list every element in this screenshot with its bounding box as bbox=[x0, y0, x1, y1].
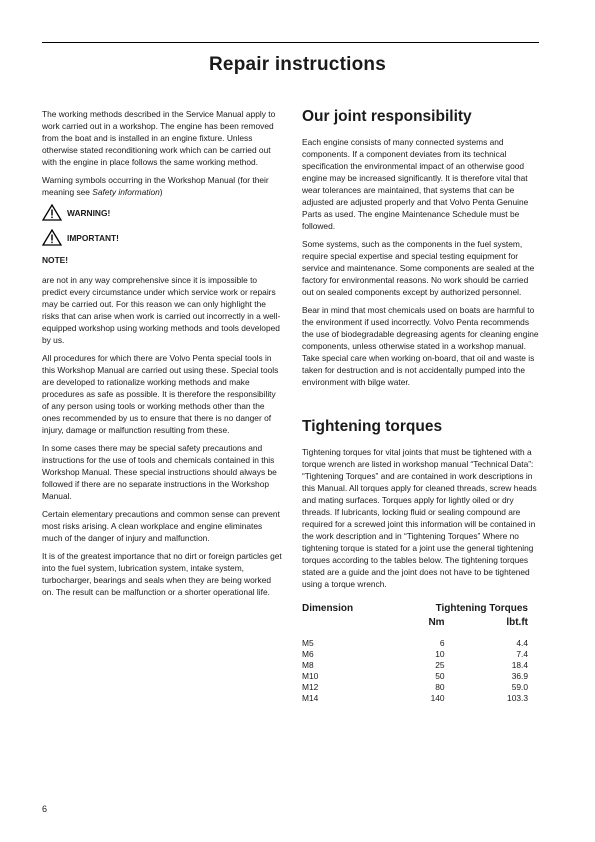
warning-row bbox=[42, 204, 282, 221]
torque-table bbox=[302, 602, 528, 704]
left-paragraph: Certain elementary precautions and common sense can prevent most risks arising. A clean workplace and engine eliminates much of the danger of injury and malfunction. bbox=[42, 509, 280, 543]
safety-information-ref: Safety information bbox=[92, 187, 160, 197]
unit-lbft-header: lbt.ft bbox=[506, 617, 528, 628]
lbft-cell: 103.3 bbox=[507, 693, 528, 703]
warning-symbols-text: Warning symbols occurring in the Workshop Manual (for their meaning see bbox=[42, 175, 269, 197]
important-row bbox=[42, 229, 282, 246]
warning-symbols-paragraph bbox=[42, 174, 282, 198]
lbft-cell: 7.4 bbox=[516, 649, 528, 659]
warning-label: WARNING! bbox=[67, 207, 111, 218]
dimension-cell: M8 bbox=[302, 660, 314, 670]
left-paragraph: In some cases there may be special safety precautions and instructions for the use of tools and chemicals contained in this Workshop Manual. These special instructions should always be followed if there are no separate instructions in the Workshop Manual. bbox=[42, 443, 277, 501]
right-paragraph: Each engine consists of many connected systems and components. If a component deviates from its technical specification the environmental impact of an otherwise good engine may be increased significantly. It is therefore vital that wear tolerances are maintained, that systems that can be adjusted are adjusted properly and that Volvo Penta Genuine Parts as used. The engine Maintenance Schedule must be followed. bbox=[302, 137, 529, 231]
warning-triangle-icon bbox=[42, 204, 62, 221]
nm-cell: 6 bbox=[439, 638, 445, 648]
lbft-cell: 59.0 bbox=[511, 682, 528, 692]
table-row bbox=[302, 638, 528, 649]
warning-symbols-end: ) bbox=[159, 187, 163, 197]
lbft-cell: 36.9 bbox=[511, 671, 528, 681]
nm-cell: 10 bbox=[435, 649, 445, 659]
page-title: Repair instructions bbox=[209, 54, 386, 75]
table-row bbox=[302, 649, 528, 660]
right-paragraph: Bear in mind that most chemicals used on boats are harmful to the environment if used incorrectly. Volvo Penta recommends the use of biodegradable degreasing agents for cleaning engine components, unless otherwise stated in a workshop manual. Take special care when working on-board, that oil and waste is taken for destruction and is not accidentally pumped into the environment with bilge water. bbox=[302, 305, 539, 387]
table-row bbox=[302, 693, 528, 704]
right-paragraph: Some systems, such as the components in the fuel system, require special expertise and special testing equipment for service and maintenance. Some components are sealed at the factory for environmental reasons. No work should be carried out on sealed components except by authorized personnel. bbox=[302, 239, 535, 297]
dimension-cell: M6 bbox=[302, 649, 314, 659]
important-label: IMPORTANT! bbox=[67, 232, 119, 243]
nm-cell: 80 bbox=[435, 682, 445, 692]
left-paragraph: All procedures for which there are Volvo Penta special tools in this Workshop Manual are carried out using these. Special tools are developed to rationalize working methods and make procedures as safe as possible. It is therefore the responsibility of any person using tools or working methods other than the ones recommended by us to ensure that there is no danger of injury, damage or malfunction resulting from these. bbox=[42, 353, 279, 435]
dimension-cell: M10 bbox=[302, 671, 319, 681]
note-label: NOTE! bbox=[42, 255, 69, 265]
left-column bbox=[42, 108, 282, 604]
nm-cell: 140 bbox=[430, 693, 445, 703]
col-torques-header: Tightening Torques bbox=[435, 603, 528, 614]
lbft-cell: 4.4 bbox=[516, 638, 528, 648]
col-dimension-header: Dimension bbox=[302, 603, 354, 614]
left-paragraph: are not in any way comprehensive since it is impossible to predict every circumstance under which service work or repairs may be carried out. For this reason we can only highlight the risks that can arise when work is carried out incorrectly in a well-equipped workshop using working methods and tools developed by us. bbox=[42, 275, 281, 345]
nm-cell: 50 bbox=[435, 671, 445, 681]
top-rule bbox=[42, 42, 539, 43]
right-column bbox=[302, 108, 540, 704]
section-heading-responsibility: Our joint responsibility bbox=[302, 108, 472, 125]
intro-paragraph: The working methods described in the Service Manual apply to work carried out in a workshop. The engine has been removed from the boat and is installed in an engine fixture. Unless otherwise stated reconditioning work which can be carried out with the engine in place follows the same working method. bbox=[42, 109, 276, 167]
table-row bbox=[302, 671, 528, 682]
table-row bbox=[302, 682, 528, 693]
nm-cell: 25 bbox=[435, 660, 445, 670]
dimension-cell: M12 bbox=[302, 682, 319, 692]
lbft-cell: 18.4 bbox=[511, 660, 528, 670]
unit-nm-header: Nm bbox=[428, 617, 445, 628]
page-number: 6 bbox=[42, 804, 48, 814]
torques-paragraph: Tightening torques for vital joints that must be tightened with a torque wrench are listed in workshop manual “Technical Data”: “Tightening Torques” and are contained in work descriptions in this Manual. All torques apply for cleaned threads, screw heads and mating surfaces. Torques apply for lightly oiled or dry threads. If lubricants, locking fluid or sealing compound are required for a screwed joint this information will be contained in the work description and in “Tightening Torques” Where no tightening torque is stated for a joint use the general tightening torques according to the tables below. The tightening torques stated are a guide and the joint does not have to be tightened using a torque wrench. bbox=[302, 447, 537, 589]
left-paragraph: It is of the greatest importance that no dirt or foreign particles get into the fuel system, lubrication system, intake system, turbocharger, bearings and seals when they are being worked on. The result can be malfunction or a shorter operational life. bbox=[42, 551, 282, 597]
section-heading-torques: Tightening torques bbox=[302, 418, 443, 435]
dimension-cell: M5 bbox=[302, 638, 314, 648]
table-row bbox=[302, 660, 528, 671]
dimension-cell: M14 bbox=[302, 693, 319, 703]
warning-triangle-icon bbox=[42, 229, 62, 246]
